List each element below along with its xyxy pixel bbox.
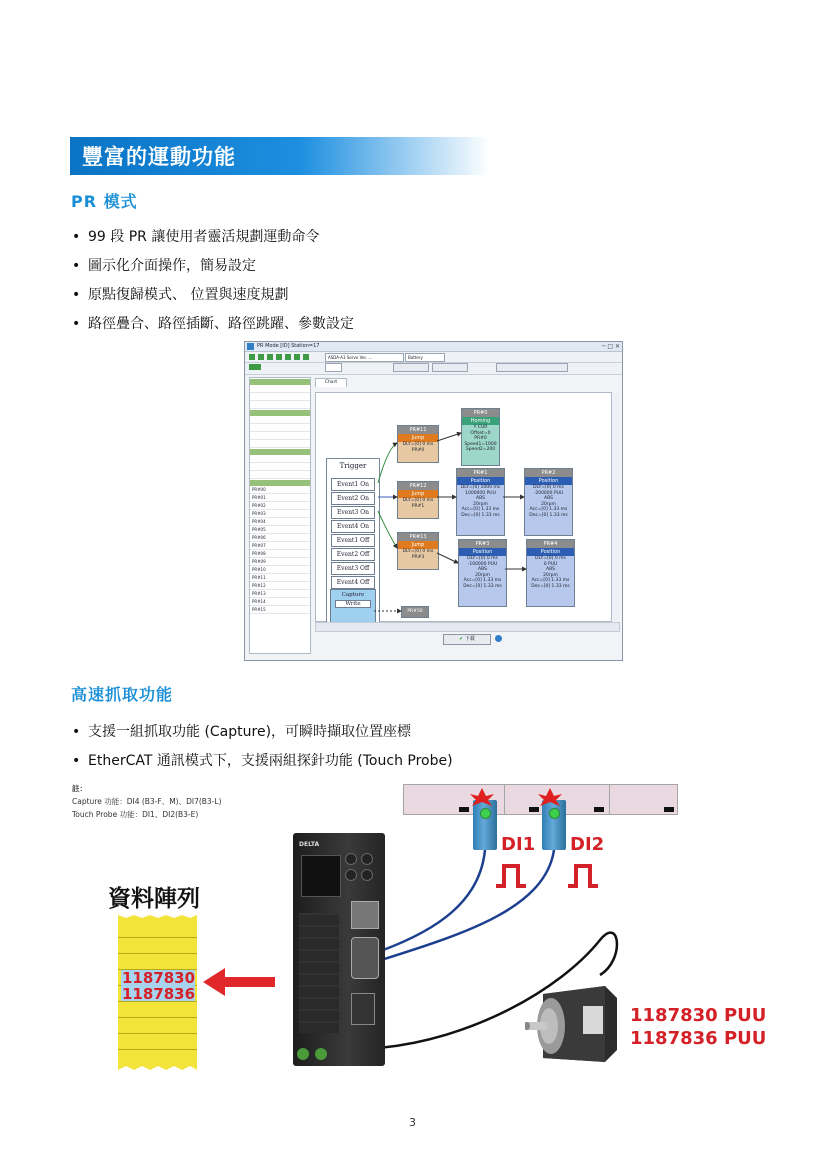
block-line: 20rpm: [541, 501, 556, 507]
device-field[interactable]: ASDA-A3 Servo Ver. ...: [325, 353, 404, 362]
pr-list-item[interactable]: PR#01: [250, 494, 310, 502]
drive-display: [301, 855, 341, 897]
servo-drive: [293, 833, 385, 1066]
list-item: • 圖示化介面操作，簡易設定: [72, 257, 354, 286]
heatsink: [299, 913, 339, 1033]
block-title: Position: [525, 477, 572, 485]
ethernet-port: [351, 901, 379, 929]
block-line: Dec=[0] 1.33 ms: [463, 583, 502, 589]
pr-list-item[interactable]: PR#09: [250, 558, 310, 566]
event-button[interactable]: Event2 Off: [331, 548, 375, 561]
block-header: PR#0: [462, 409, 499, 417]
pr-list-item[interactable]: PR#06: [250, 534, 310, 542]
pr-list-item[interactable]: PR#10: [250, 566, 310, 574]
block-line: -100000 PUU: [467, 561, 498, 567]
block-line: PR#0: [474, 436, 487, 441]
block-title: Jump: [398, 541, 438, 549]
di2-label: DI2: [570, 834, 605, 855]
puu-value: 1187836 PUU: [630, 1028, 767, 1049]
block-line: Dec=[0] 1.33 ms: [461, 512, 500, 518]
block-line: DLY=[0] 1000 ms: [460, 485, 501, 490]
block-line: ABS: [544, 496, 553, 501]
write-target-block[interactable]: PR#50: [401, 606, 429, 618]
trigger-title: Trigger: [339, 462, 367, 470]
block-header: PR#4: [527, 540, 574, 548]
di1-label: DI1: [501, 834, 536, 855]
block-line: -200000 PUU: [533, 490, 564, 496]
pr-mode-heading: PR 模式: [71, 192, 138, 211]
block-header: PR#3: [459, 540, 506, 548]
download-label: 下載: [464, 636, 475, 642]
block-title: Position: [527, 548, 574, 556]
list-item: • 99 段 PR 讓使用者靈活規劃運動命令: [72, 228, 354, 257]
pr-list-item[interactable]: PR#03: [250, 510, 310, 518]
block-header: PR#11: [398, 426, 438, 434]
event-button[interactable]: Event3 Off: [331, 562, 375, 575]
block-header: PR#12: [398, 482, 438, 490]
io-connector: [351, 937, 379, 979]
pr-list-item[interactable]: PR#15: [250, 606, 310, 614]
pr-list-item[interactable]: PR#00: [250, 486, 310, 494]
torn-edges: [118, 915, 197, 1070]
window-title: PR Mode [ID] Station=17: [245, 342, 622, 352]
pr-list-item[interactable]: PR#14: [250, 598, 310, 606]
block-line: Dec=[0] 1.33 ms: [531, 583, 570, 589]
block-line: 1000000 PUU: [465, 490, 496, 496]
event-button[interactable]: Event3 On: [331, 506, 375, 519]
pr-list-item[interactable]: PR#02: [250, 502, 310, 510]
block-line: PR#1: [411, 503, 425, 509]
block-line: DLY=[0] 0 ms: [467, 556, 498, 561]
data-array-column: [118, 915, 197, 1070]
block-title: Position: [459, 548, 506, 556]
pr-list-item[interactable]: PR#12: [250, 582, 310, 590]
block-line: 20rpm: [543, 572, 558, 578]
block-line: Speed1=1000: [464, 441, 497, 447]
block-line: DLY=[0] 0 ms: [533, 485, 564, 490]
block-header: PR#13: [398, 533, 438, 541]
block-line: Offset=0: [470, 430, 491, 436]
capture-label: Capture: [341, 592, 365, 598]
block-line: DLY=[0] 0 ms: [535, 556, 566, 561]
battery-select[interactable]: Battery: [405, 353, 445, 362]
note-line: Touch Probe 功能：DI1、DI2(B3-E): [72, 810, 199, 819]
block-line: Dec=[0] 1.33 ms: [529, 512, 568, 518]
block-line: DLY=[0] 0 ms: [402, 498, 434, 503]
block-line: DLY=[0] 0 ms: [402, 442, 434, 447]
block-line: PR#0: [411, 447, 425, 453]
block-line: Acc=[0] 1.33 ms: [463, 578, 502, 583]
captured-value: 1187836: [122, 985, 196, 1003]
servo-motor: [525, 980, 621, 1066]
pr-list-item[interactable]: PR#13: [250, 590, 310, 598]
pr-list-item[interactable]: PR#04: [250, 518, 310, 526]
pr-list-item[interactable]: PR#08: [250, 550, 310, 558]
block-line: 20rpm: [475, 572, 490, 578]
block-line: PR#3: [411, 554, 425, 560]
data-array-label: 資料陣列: [108, 886, 200, 912]
block-line: ABS: [546, 567, 555, 572]
event-button[interactable]: Event4 Off: [331, 576, 375, 589]
block-header: PR#2: [525, 469, 572, 477]
note-label: 註：: [72, 784, 87, 793]
page-number: 3: [409, 1116, 416, 1129]
list-item: • 原點復歸模式、 位置與速度規劃: [72, 286, 354, 315]
list-item: • 支援一組抓取功能 (Capture)，可瞬時擷取位置座標: [72, 723, 453, 752]
pr-list-item[interactable]: PR#11: [250, 574, 310, 582]
pr-list-item[interactable]: PR#05: [250, 526, 310, 534]
block-line: 20rpm: [473, 501, 488, 507]
event-button[interactable]: Event1 Off: [331, 534, 375, 547]
tab-chart[interactable]: Chart: [315, 378, 347, 387]
write-label: Write: [335, 600, 371, 608]
event-button[interactable]: Event2 On: [331, 492, 375, 505]
block-line: Acc=[0] 1.33 ms: [531, 578, 570, 583]
list-item: • EtherCAT 通訊模式下，支援兩組探針功能 (Touch Probe): [72, 752, 453, 781]
block-line: ABS: [478, 567, 487, 572]
block-line: DLY=[0] 0 ms: [402, 549, 434, 554]
puu-value: 1187830 PUU: [630, 1005, 767, 1026]
arrow-left-icon: [203, 968, 275, 996]
list-item: • 路徑疊合、路徑插斷、路徑跳躍、參數設定: [72, 315, 354, 344]
event-button[interactable]: Event1 On: [331, 478, 375, 491]
block-line: Y CUR: [473, 425, 488, 430]
block-title: Jump: [398, 490, 438, 498]
block-title: Jump: [398, 434, 438, 442]
block-line: ABS: [476, 496, 485, 501]
block-line: 0 PUU: [543, 561, 558, 567]
encoder-connector: [351, 993, 375, 1025]
captured-value: 1187830: [122, 969, 196, 987]
banner-title: 豐富的運動功能: [82, 145, 236, 169]
block-line: Acc=[0] 1.33 ms: [529, 507, 568, 512]
drive-brand: DELTA: [299, 841, 320, 848]
block-title: Homing: [462, 417, 499, 425]
capture-heading: 高速抓取功能: [71, 685, 174, 704]
block-line: Acc=[0] 1.33 ms: [461, 507, 500, 512]
note-line: Capture 功能：DI4 (B3-F、M)、DI7(B3-L): [72, 797, 222, 806]
check-icon: ✔: [459, 636, 464, 642]
block-line: Speed2=200: [465, 447, 496, 452]
pr-list-item[interactable]: PR#07: [250, 542, 310, 550]
window-controls[interactable]: ─ □ ✕: [601, 343, 620, 350]
block-header: PR#1: [457, 469, 504, 477]
event-button[interactable]: Event4 On: [331, 520, 375, 533]
block-title: Position: [457, 477, 504, 485]
